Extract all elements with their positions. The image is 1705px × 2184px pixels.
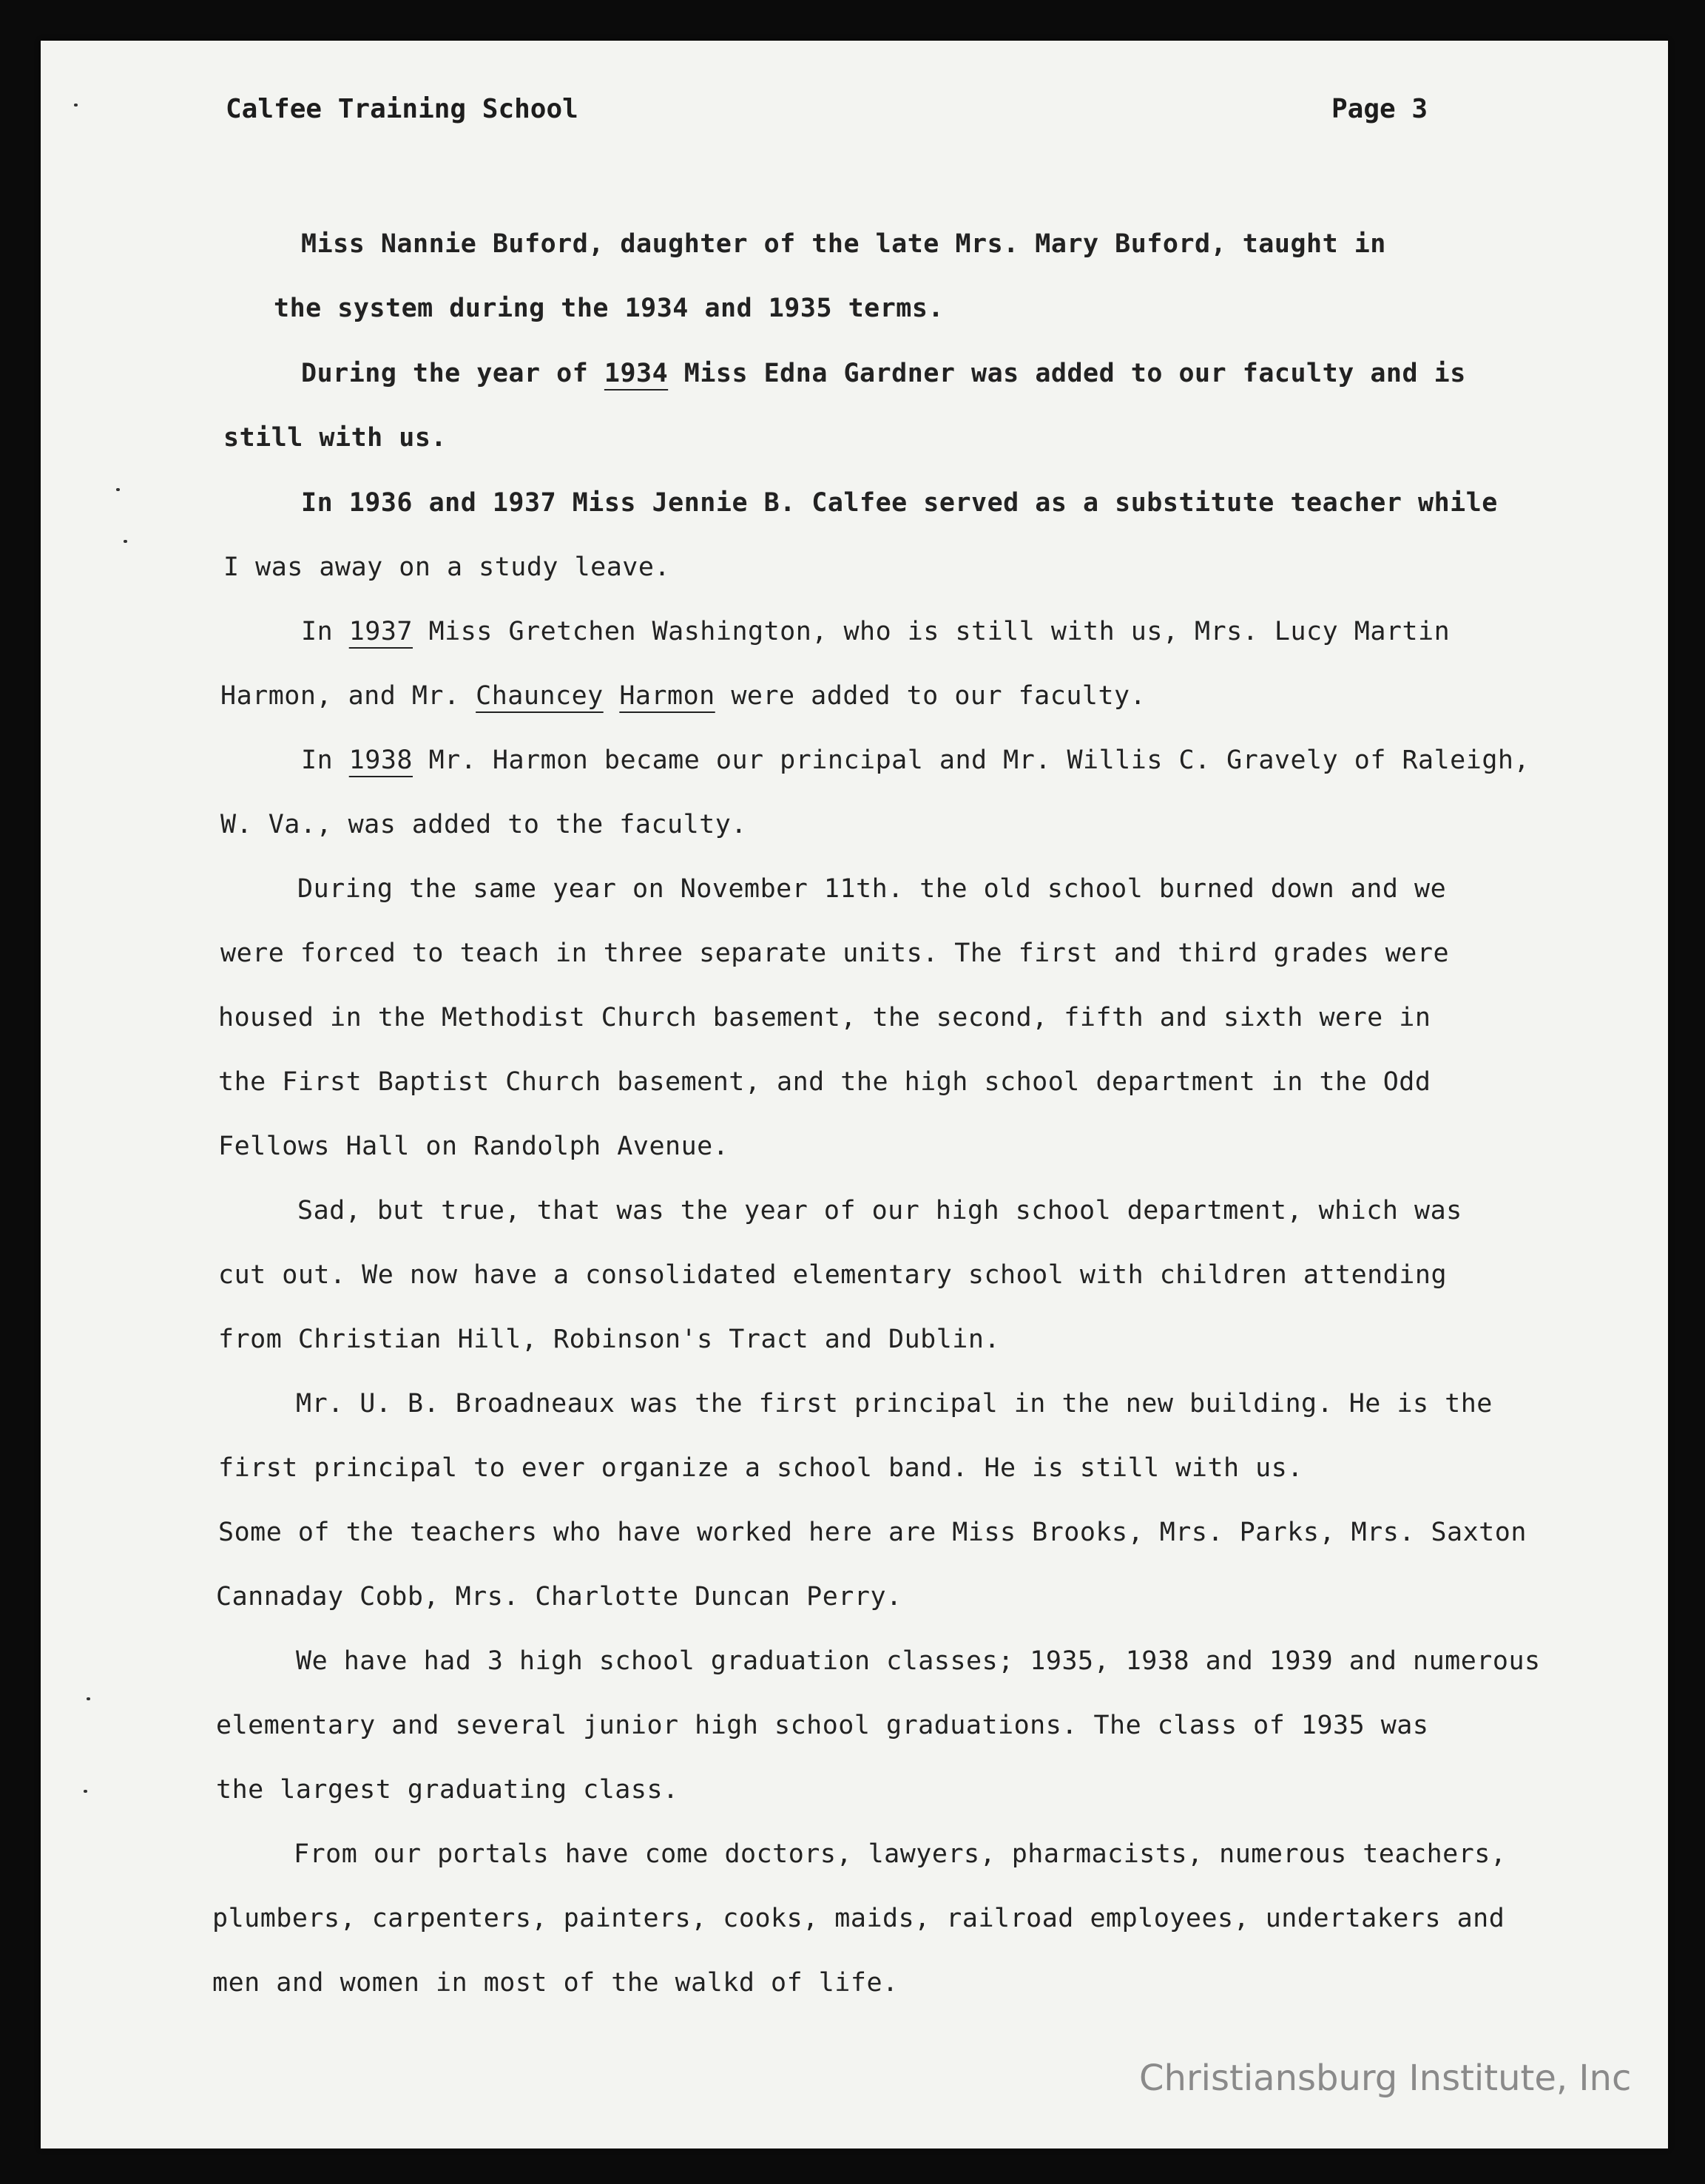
text-line: still with us. (223, 423, 448, 453)
paper-speck (116, 488, 120, 491)
paper-speck (84, 1790, 87, 1793)
underlined-year: 1938 (348, 746, 413, 775)
header-title: Calfee Training School (226, 94, 578, 124)
underlined-year: 1934 (604, 359, 669, 388)
text-line: Sad, but true, that was the year of our high school department, which was (297, 1196, 1462, 1225)
underlined-year: 1937 (348, 617, 413, 646)
text-line: Mr. U. B. Broadneaux was the first principal in the new building. He is the (296, 1389, 1493, 1419)
text-line: I was away on a study leave. (223, 552, 671, 582)
text-line: elementary and several junior high school graduations. The class of 1935 was (216, 1711, 1429, 1740)
paper-speck (74, 104, 78, 107)
text-line: Harmon, and Mr. Chauncey Harmon were added to our faculty. (220, 681, 1147, 711)
text-line: In 1936 and 1937 Miss Jennie B. Calfee served as a substitute teacher while (301, 488, 1498, 518)
underlined-name: Harmon (619, 681, 715, 711)
text-line: We have had 3 high school graduation classes; 1935, 1938 and 1939 and numerous (296, 1646, 1541, 1676)
text-line: first principal to ever organize a school band. He is still with us. (218, 1453, 1303, 1483)
page-number: Page 3 (1331, 94, 1428, 124)
text-line: W. Va., was added to the faculty. (220, 810, 747, 839)
text-line: plumbers, carpenters, painters, cooks, maids, railroad employees, undertakers and (212, 1904, 1505, 1933)
text-line: housed in the Methodist Church basement, the second, fifth and sixth were in (218, 1003, 1431, 1032)
text-line: In 1937 Miss Gretchen Washington, who is still with us, Mrs. Lucy Martin (301, 617, 1451, 646)
watermark: Christiansburg Institute, Inc (1139, 2058, 1632, 2099)
text-line: During the same year on November 11th. the old school burned down and we (297, 874, 1447, 904)
text-line: were forced to teach in three separate units. The first and third grades were (220, 939, 1450, 968)
text-line: from Christian Hill, Robinson's Tract and Dublin. (218, 1325, 1001, 1354)
text-line: Fellows Hall on Randolph Avenue. (218, 1132, 729, 1161)
underlined-name: Chauncey (476, 681, 604, 711)
text-line: Miss Nannie Buford, daughter of the late Mrs. Mary Buford, taught in (301, 229, 1386, 259)
text-line: cut out. We now have a consolidated elementary school with children attending (218, 1260, 1448, 1290)
text-line: the largest graduating class. (216, 1775, 679, 1805)
paper-speck (124, 540, 127, 543)
text-line: men and women in most of the walkd of life. (212, 1968, 899, 1998)
paper-speck (87, 1697, 90, 1700)
text-line: the system during the 1934 and 1935 terms. (274, 294, 945, 323)
text-line: From our portals have come doctors, lawyers, pharmacists, numerous teachers, (294, 1839, 1507, 1869)
text-line: Cannaday Cobb, Mrs. Charlotte Duncan Perry. (216, 1582, 902, 1612)
text-line: During the year of 1934 Miss Edna Gardner was added to our faculty and is (301, 359, 1466, 388)
document-page (41, 41, 1668, 2148)
text-line: Some of the teachers who have worked here are Miss Brooks, Mrs. Parks, Mrs. Saxton (218, 1518, 1527, 1547)
text-line: the First Baptist Church basement, and the high school department in the Odd (218, 1067, 1431, 1097)
text-line: In 1938 Mr. Harmon became our principal and Mr. Willis C. Gravely of Raleigh, (301, 746, 1530, 775)
